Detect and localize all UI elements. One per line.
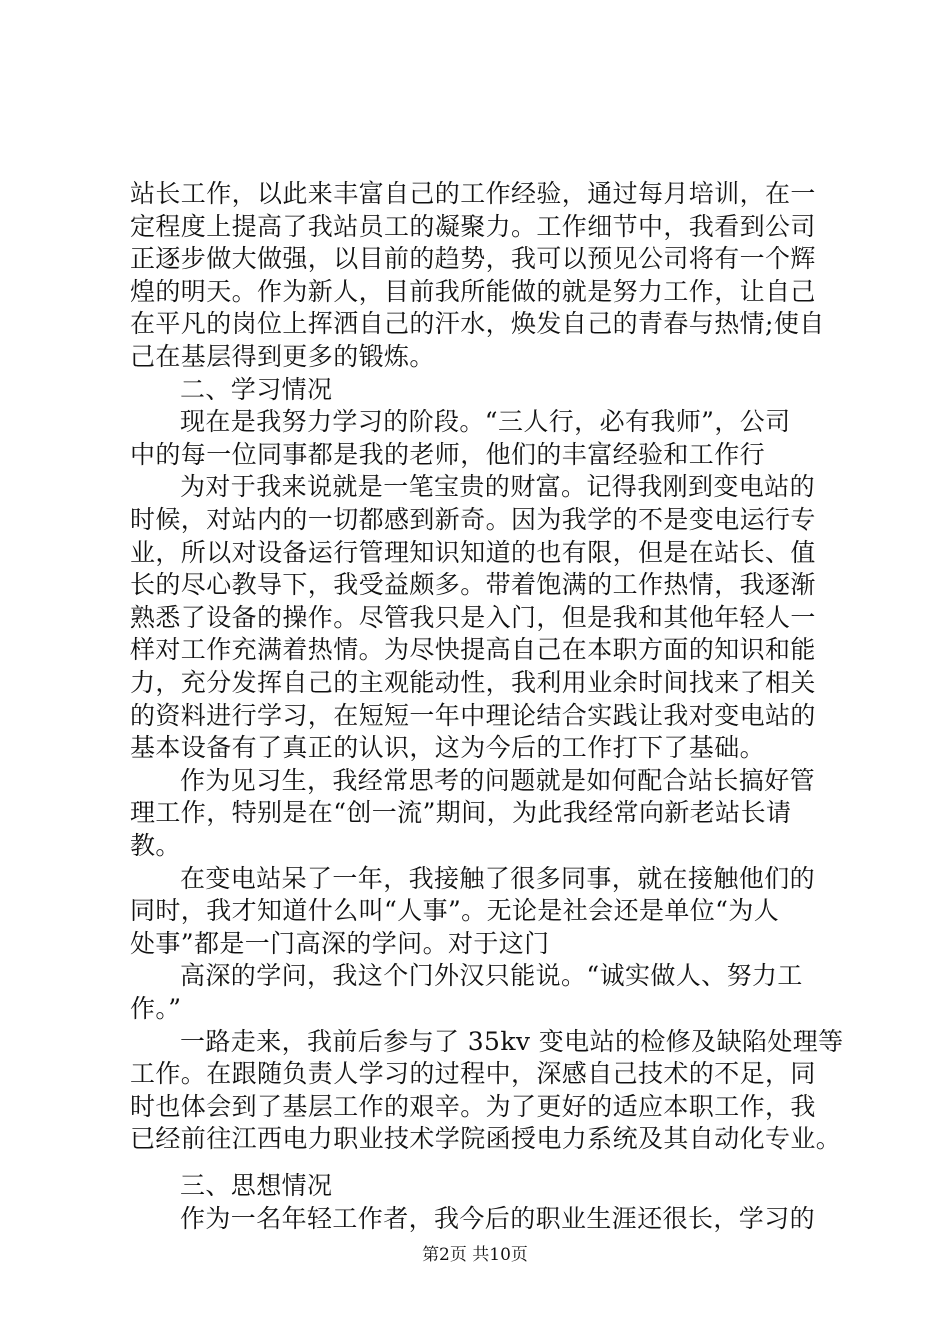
text-line: 站长工作，以此来丰富自己的工作经验，通过每月培训，在一 [130, 179, 816, 208]
text-line: 处事”都是一门高深的学问。对于这门 [130, 929, 550, 958]
text-line: 的资料进行学习，在短短一年中理论结合实践让我对变电站的 [130, 701, 816, 730]
text-line: 在变电站呆了一年，我接触了很多同事，就在接触他们的 [180, 864, 816, 893]
text-line: 基本设备有了真正的认识，这为今后的工作打下了基础。 [130, 733, 766, 762]
section-heading: 三、思想情况 [180, 1171, 333, 1200]
text-line: 在平凡的岗位上挥洒自己的汗水，焕发自己的青春与热情;使自 [130, 309, 825, 338]
text-line: 力，充分发挥自己的主观能动性，我利用业余时间找来了相关 [130, 668, 816, 697]
text-line: 同时，我才知道什么叫“人事”。无论是社会还是单位“为人 [130, 896, 780, 925]
text-line: 理工作，特别是在“创一流”期间，为此我经常向新老站长请 [130, 798, 792, 827]
text-line: 一路走来，我前后参与了 35kv 变电站的检修及缺陷处理等 [180, 1027, 844, 1056]
text-line: 正逐步做大做强，以目前的趋势，我可以预见公司将有一个辉 [130, 244, 816, 273]
text-line: 作。” [130, 994, 182, 1023]
text-line: 已经前往江西电力职业技术学院函授电力系统及其自动化专业。 [130, 1124, 842, 1153]
text-line: 为对于我来说就是一笔宝贵的财富。记得我刚到变电站的 [180, 472, 816, 501]
text-line: 熟悉了设备的操作。尽管我只是入门，但是我和其他年轻人一 [130, 603, 816, 632]
text-line: 中的每一位同事都是我的老师，他们的丰富经验和工作行 [130, 440, 766, 469]
text-line: 作为一名年轻工作者，我今后的职业生涯还很长，学习的 [180, 1204, 816, 1233]
text-line: 煌的明天。作为新人，目前我所能做的就是努力工作，让自己 [130, 277, 816, 306]
text-line: 样对工作充满着热情。为尽快提高自己在本职方面的知识和能 [130, 635, 816, 664]
text-line: 己在基层得到更多的锻炼。 [130, 342, 435, 371]
text-line: 工作。在跟随负责人学习的过程中，深感自己技术的不足，同 [130, 1059, 816, 1088]
text-line: 长的尽心教导下，我受益颇多。带着饱满的工作热情，我逐渐 [130, 570, 816, 599]
text-line: 作为见习生，我经常思考的问题就是如何配合站长搞好管 [180, 766, 816, 795]
text-line: 教。 [130, 831, 181, 860]
text-line: 高深的学问，我这个门外汉只能说。“诚实做人、努力工 [180, 961, 803, 990]
text-line: 定程度上提高了我站员工的凝聚力。工作细节中，我看到公司 [130, 212, 816, 241]
section-heading: 二、学习情况 [180, 375, 333, 404]
page-number-footer: 第2页 共10页 [422, 1245, 528, 1265]
text-line: 时候，对站内的一切都感到新奇。因为我学的不是变电运行专 [130, 505, 816, 534]
text-line: 业，所以对设备运行管理知识知道的也有限，但是在站长、值 [130, 538, 816, 567]
text-line: 现在是我努力学习的阶段。“三人行，必有我师”，公司 [180, 407, 791, 436]
text-line: 时也体会到了基层工作的艰辛。为了更好的适应本职工作，我 [130, 1092, 816, 1121]
